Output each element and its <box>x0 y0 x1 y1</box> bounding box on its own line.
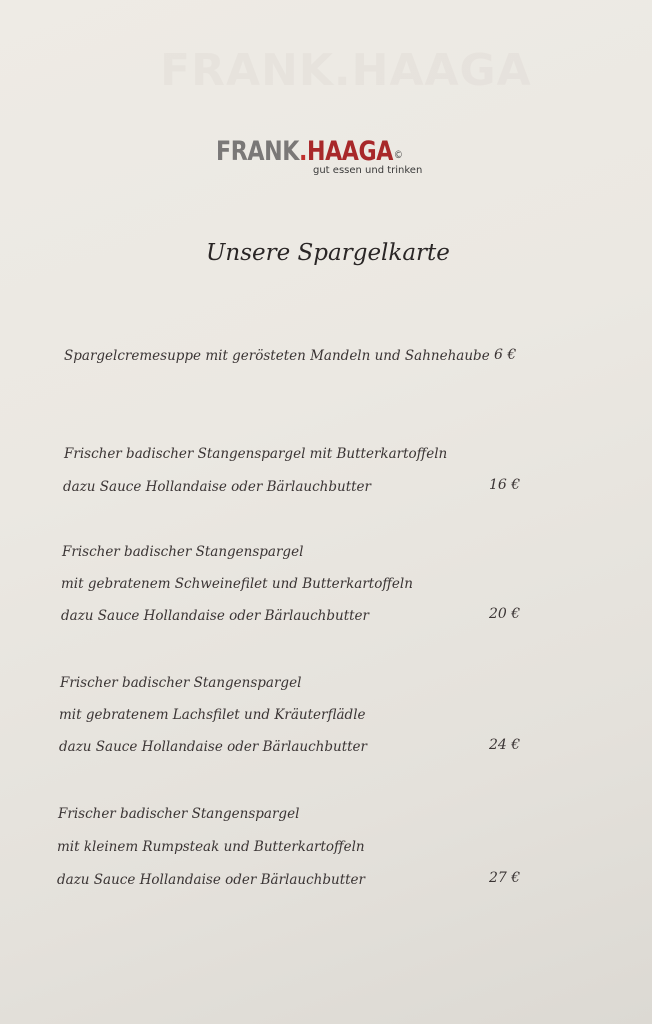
logo-brand-first: FRANK <box>216 136 299 167</box>
menu-item-4-line-1: Frischer badischer Stangenspargel <box>60 675 302 691</box>
menu-item-5-price: 27 € <box>489 870 521 886</box>
logo-brand-second: HAAGA <box>306 136 394 167</box>
logo-brand-dot: . <box>298 136 307 167</box>
menu-item-2-line-2: dazu Sauce Hollandaise oder Bärlauchbutter <box>63 479 371 495</box>
menu-item-5-line-1: Frischer badischer Stangenspargel <box>58 806 300 822</box>
restaurant-logo <box>216 135 426 183</box>
menu-item-4-line-3: dazu Sauce Hollandaise oder Bärlauchbutter <box>59 739 367 755</box>
menu-item-4-line-2: mit gebratenem Lachsfilet und Kräuterflädle <box>59 707 366 723</box>
menu-item-3-line-2: mit gebratenem Schweinefilet und Butterkartoffeln <box>61 576 413 592</box>
menu-item-1-price: 6 € <box>494 347 517 363</box>
menu-item-2-line-1: Frischer badischer Stangenspargel mit Butterkartoffeln <box>64 446 448 462</box>
logo-tagline: gut essen und trinken <box>313 165 423 176</box>
menu-item-2-price: 16 € <box>489 477 521 493</box>
menu-title: Unsere Spargelkarte <box>206 240 450 266</box>
menu-item-4-price: 24 € <box>489 737 521 753</box>
menu-item-5-line-3: dazu Sauce Hollandaise oder Bärlauchbutter <box>57 872 365 888</box>
menu-item-3-line-3: dazu Sauce Hollandaise oder Bärlauchbutter <box>61 608 369 624</box>
menu-item-5-line-2: mit kleinem Rumpsteak und Butterkartoffeln <box>57 839 365 855</box>
watermark-text: FRANK.HAAGA <box>160 45 532 96</box>
menu-item-3-price: 20 € <box>489 606 521 622</box>
copyright-symbol: © <box>393 148 403 161</box>
menu-item-1-line-1: Spargelcremesuppe mit gerösteten Mandeln und Sahnehaube <box>64 348 490 364</box>
menu-item-3-line-1: Frischer badischer Stangenspargel <box>62 544 304 560</box>
